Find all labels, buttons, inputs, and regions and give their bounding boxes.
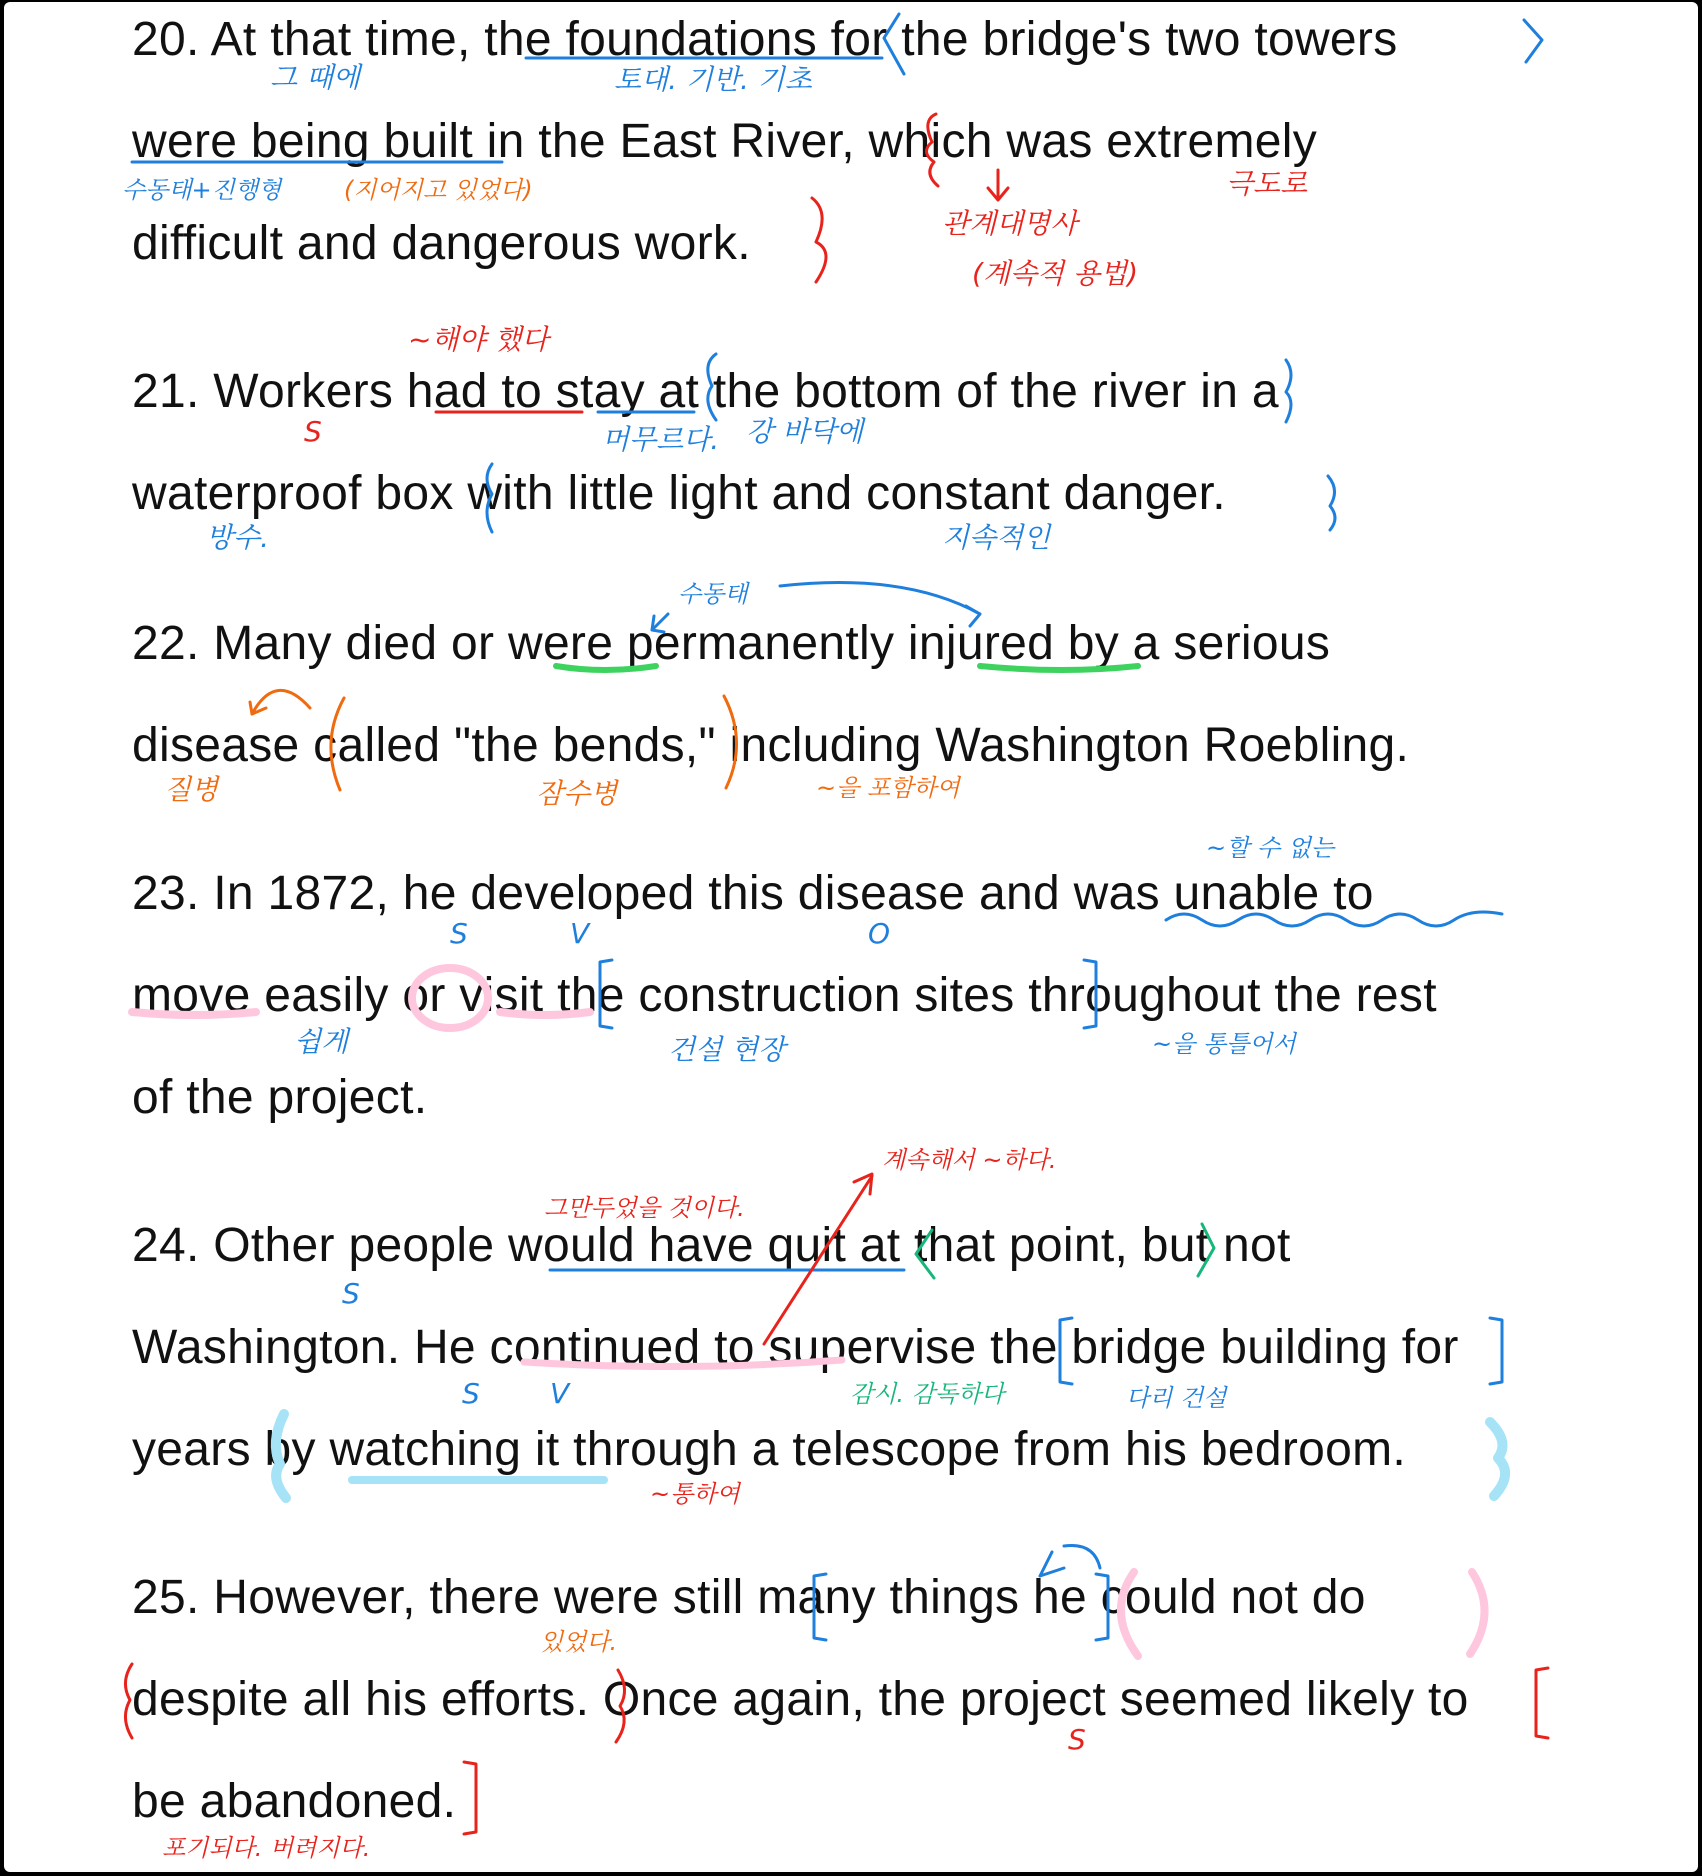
bracket-close-abandoned <box>464 1762 476 1834</box>
annotation-o-disease: O <box>868 917 891 950</box>
brace-close-20 <box>812 198 826 282</box>
annotation-there-were: 있었다. <box>540 1628 618 1656</box>
bracket-open-to-be <box>1536 1668 1548 1738</box>
annotation-being-built-meaning: (지어지고 있었다) <box>344 176 533 204</box>
annotated-textbook-page <box>4 2 1698 1872</box>
paren-close-do <box>1470 1572 1485 1654</box>
annotation-subject-workers: S <box>304 415 322 448</box>
annotation-through: ~통하여 <box>650 1480 740 1508</box>
bracket-close-bridge-building <box>1490 1318 1502 1384</box>
annotation-unable-to: ~할 수 없는 <box>1206 834 1335 862</box>
annotation-relative-pronoun: 관계대명사 <box>942 207 1078 240</box>
sentence-24-line-3: years by watching it through a telescope from his bedroom. <box>132 1423 1407 1476</box>
annotation-at-that-time: 그 때에 <box>270 61 361 94</box>
annotation-waterproof: 방수. <box>206 521 269 554</box>
annotation-extremely: 극도로 <box>1226 167 1308 200</box>
annotation-would-have-quit: 그만두었을 것이다. <box>544 1194 745 1222</box>
brace-close-river <box>1286 360 1291 422</box>
brace-close-bedroom <box>1490 1422 1505 1496</box>
sentence-23-line-1: 23. In 1872, he developed this disease and was unable to <box>132 867 1374 920</box>
brace-close-danger <box>1328 476 1335 530</box>
annotation-disease: 질병 <box>164 773 219 806</box>
annotation-s-he: S <box>450 917 468 950</box>
annotation-construction-sites: 건설 현장 <box>668 1033 786 1066</box>
annotation-v-developed: V <box>570 917 590 950</box>
sentence-21-line-2: waterproof box with little light and constant danger. <box>132 467 1226 520</box>
annotation-s-he-24: S <box>462 1377 480 1410</box>
sentence-20-line-1: 20. At that time, the foundations for the bridge's two towers <box>132 13 1398 66</box>
annotation-foundations: 토대. 기반. 기초 <box>614 63 812 96</box>
sentence-24-line-1: 24. Other people would have quit at that point, but not <box>132 1219 1291 1272</box>
sentence-23-line-3: of the project. <box>132 1071 428 1124</box>
sentence-20-line-2: were being built in the East River, which was extremely <box>132 115 1318 168</box>
sentence-25-line-2: despite all his efforts. Once again, the project seemed likely to <box>132 1673 1469 1726</box>
annotation-constant: 지속적인 <box>942 521 1051 554</box>
annotation-stay: 머무르다. <box>602 423 720 456</box>
sentence-24-line-2: Washington. He continued to supervise the bridge building for <box>132 1321 1459 1374</box>
annotation-continued-meaning: 계속해서 ~하다. <box>882 1146 1057 1174</box>
annotation-continuous-use: (계속적 용법) <box>972 257 1138 290</box>
sentence-22-line-1: 22. Many died or were permanently injured by a serious <box>132 617 1331 670</box>
annotation-including: ~을 포함하여 <box>816 774 960 802</box>
bracket-close-20 <box>1524 20 1542 62</box>
annotation-passive: 수동태 <box>678 580 748 608</box>
sentence-25-line-1: 25. However, there were still many things he could not do <box>132 1571 1366 1624</box>
sentence-20-line-3: difficult and dangerous work. <box>132 217 751 270</box>
annotation-supervise: 감시. 감독하다 <box>850 1380 1005 1408</box>
arrow-disease <box>250 690 310 714</box>
sentence-23-line-2: move easily or visit the construction sites throughout the rest <box>132 969 1437 1022</box>
annotation-had-to: ~해야 했다 <box>408 323 549 356</box>
annotation-easily: 쉽게 <box>294 1025 349 1058</box>
annotation-passive-progressive: 수동태+진행형 <box>122 176 282 204</box>
annotation-river-bottom: 강 바닥에 <box>746 415 864 448</box>
annotation-s-project: S <box>1068 1723 1086 1756</box>
annotation-v-continued: V <box>550 1377 570 1410</box>
sentence-22-line-2: disease called "the bends," including Washington Roebling. <box>132 719 1410 772</box>
annotation-be-abandoned: 포기되다. 버려지다. <box>162 1834 371 1862</box>
arrow-which <box>988 170 1008 200</box>
annotation-the-bends: 잠수병 <box>536 777 618 810</box>
annotation-bridge-building: 다리 건설 <box>1126 1384 1227 1412</box>
annotation-throughout: ~을 통틀어서 <box>1152 1030 1296 1058</box>
sentence-21-line-1: 21. Workers had to stay at the bottom of the river in a <box>132 365 1279 418</box>
sentence-25-line-3: be abandoned. <box>132 1775 457 1828</box>
annotation-s-other-people: S <box>342 1277 360 1310</box>
